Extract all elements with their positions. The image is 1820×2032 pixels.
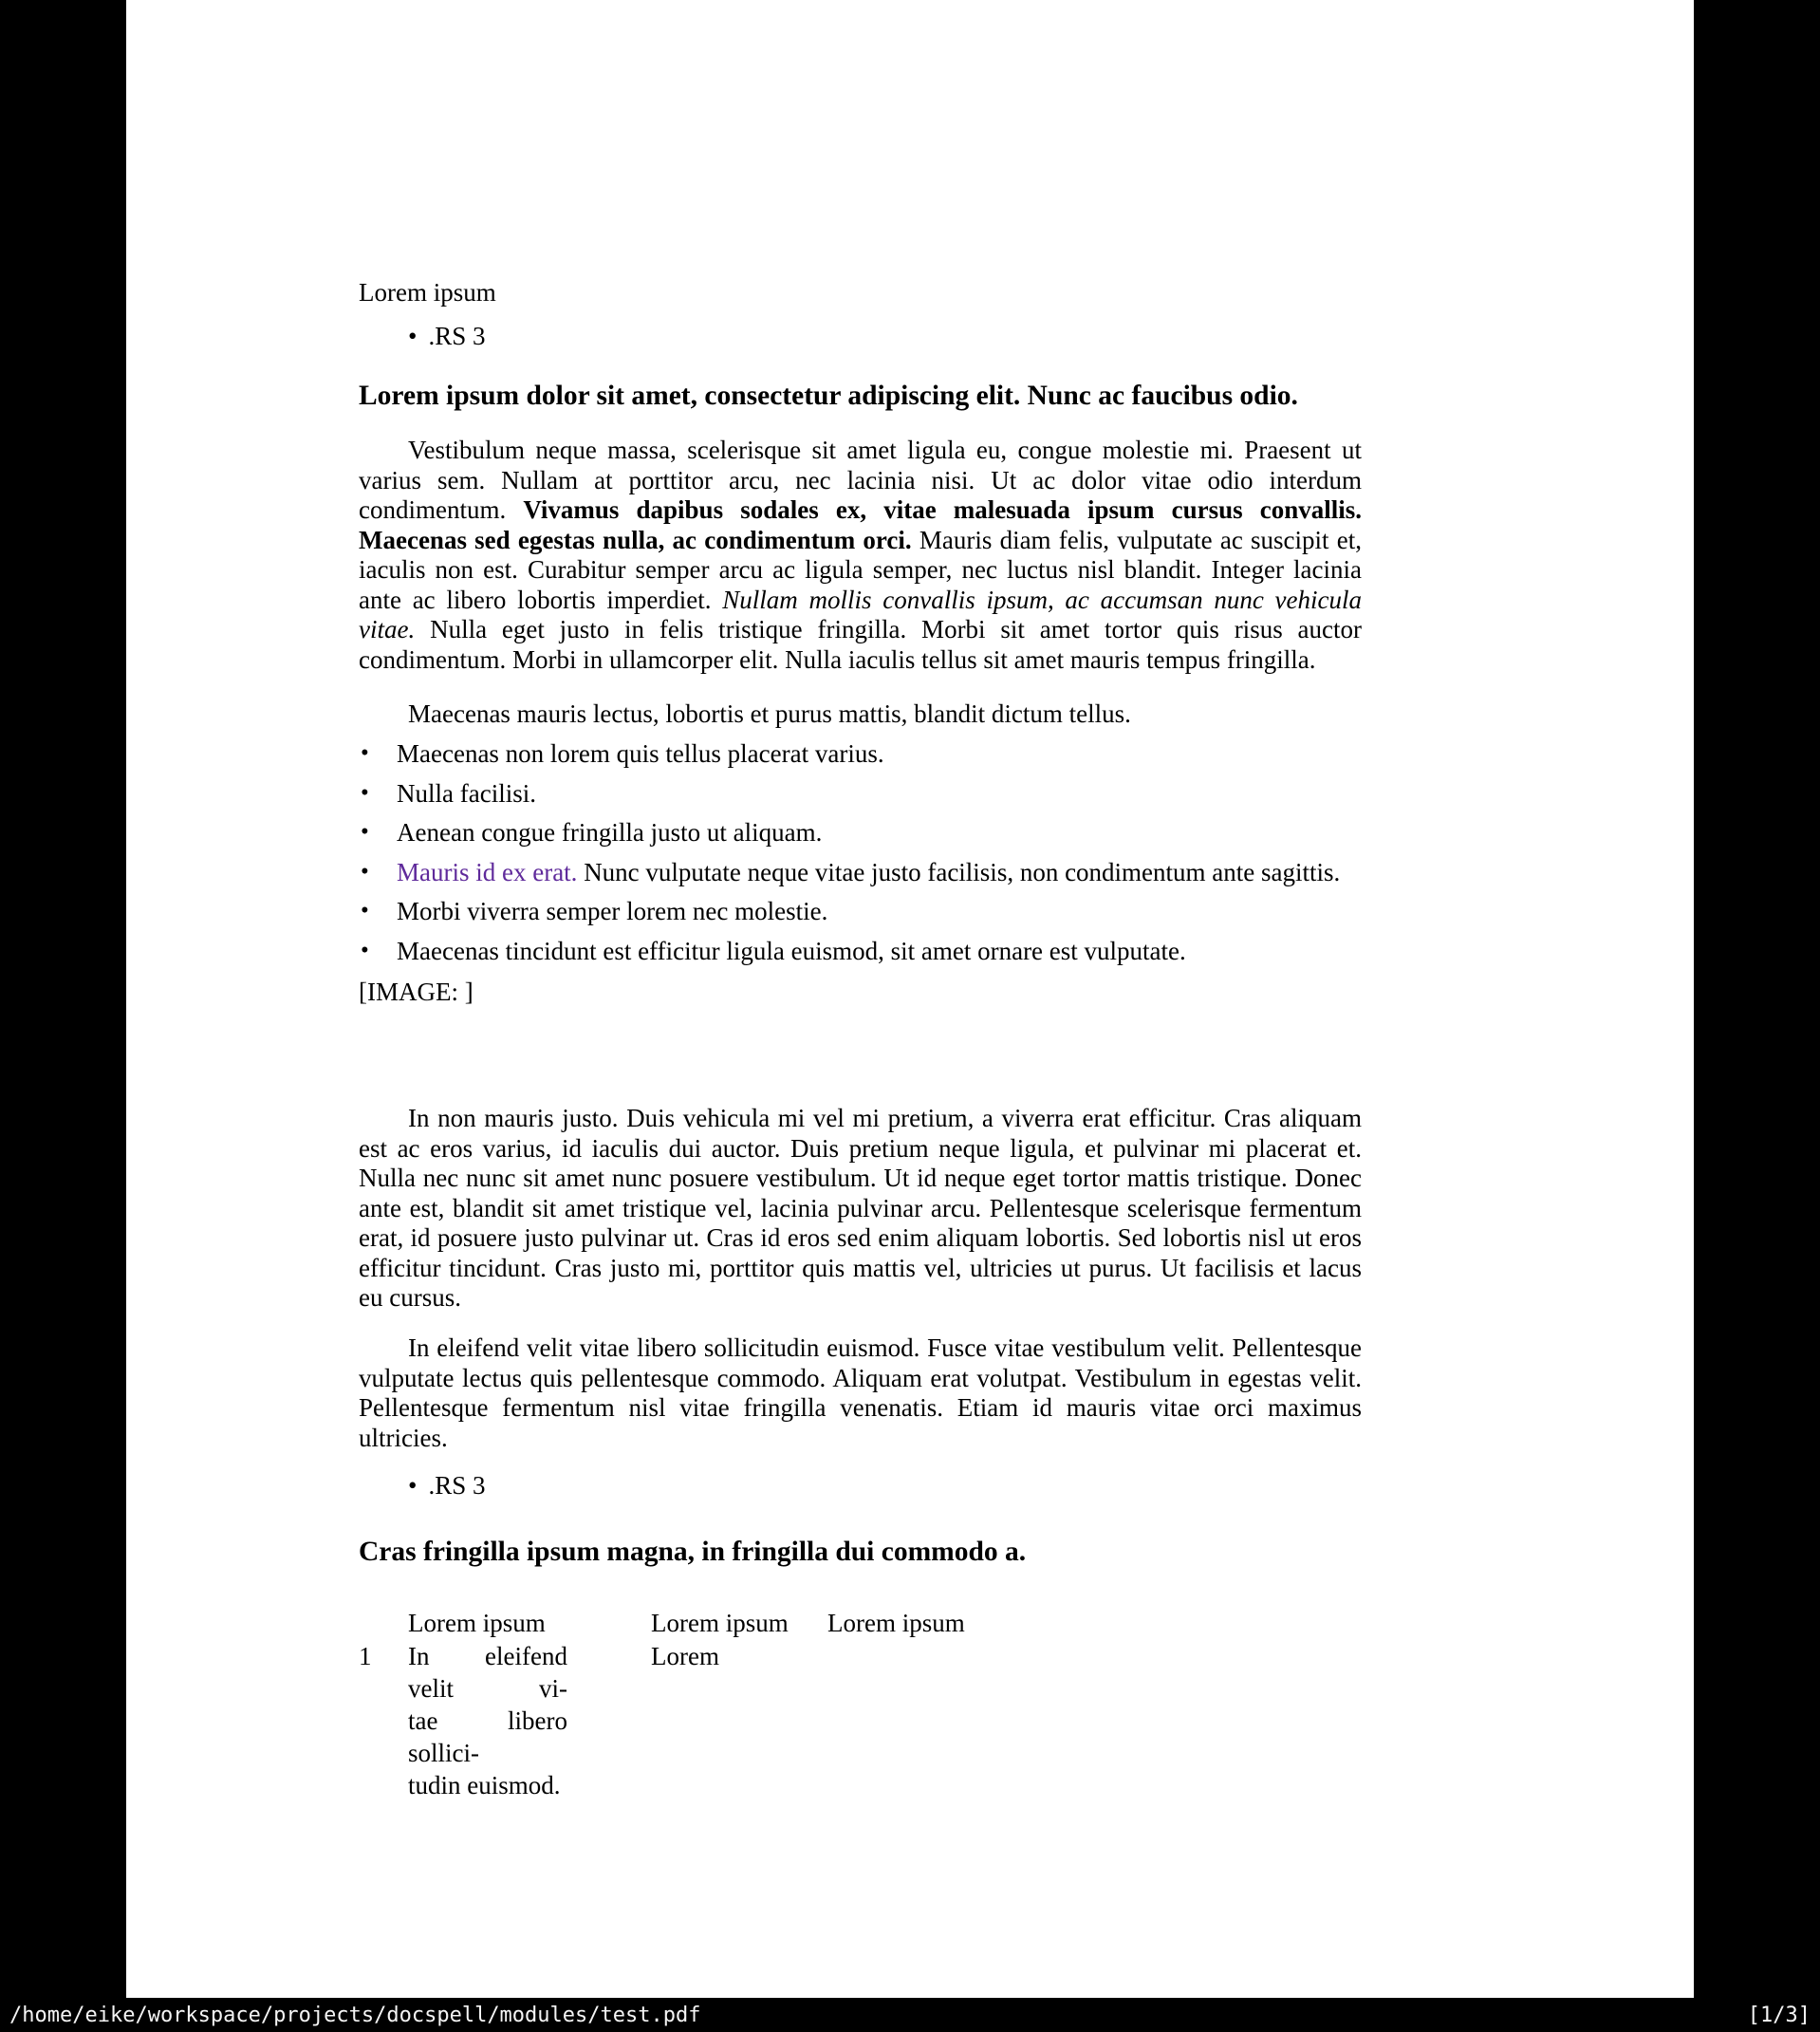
table-header-cell: Lorem ipsum (408, 1609, 546, 1637)
statusbar-page-indicator: [1/3] (1747, 2003, 1811, 2027)
intro-line-text: Lorem ipsum (359, 278, 496, 307)
paragraph-1 (359, 436, 1362, 675)
pdf-page[interactable] (126, 0, 1694, 1998)
rs-directive-item-2 (359, 1471, 1411, 1501)
list-item-text: Morbi viverra semper lorem nec molestie. (397, 897, 828, 925)
document-hyperlink[interactable]: Mauris id ex erat. (397, 857, 578, 886)
list-item-text: Maecenas non lorem quis tellus placerat varius. (397, 739, 884, 768)
bullet-icon: • (361, 858, 369, 885)
bullet-icon: • (361, 740, 369, 766)
table-cell: Lorem (651, 1642, 719, 1670)
list-item-text: Maecenas tincidunt est efficitur ligula euismod, sit amet ornare est vulputate. (397, 936, 1186, 965)
section-heading-1: Lorem ipsum dolor sit amet, consectetur adipiscing elit. Nunc ac faucibus odio. (359, 381, 1298, 411)
bullet-list (359, 739, 1362, 976)
text-run-bold: Vivamus dapibus sodales ex, vitae malesuada ipsum cursus convallis. Maecenas sed egestas nulla, ac condimentum orci. (359, 495, 1362, 554)
text-run: Mauris diam felis, vulputate ac suscipit et, iaculis non est. Curabitur semper arcu ac ligula semper, nec luctus nisl blandit. Integer lacinia ante ac libero lobortis imperdiet. (359, 525, 1362, 614)
rs-directive-text: .RS 3 (428, 322, 486, 350)
table-cell-line: tudin euismod. (408, 1771, 561, 1799)
lead-line: Maecenas mauris lectus, lobortis et purus mattis, blandit dictum tellus. (408, 699, 1131, 728)
text-run: Nulla eget justo in felis tristique fringilla. Morbi sit amet tortor quis risus auctor condimentum. Morbi in ullamcorper elit. Nulla iaculis tellus sit amet mauris tempus fringilla. (359, 615, 1362, 674)
table-header-cell: Lorem ipsum (827, 1609, 965, 1637)
image-placeholder: [IMAGE: ] (359, 978, 474, 1006)
statusbar (0, 1998, 1820, 2032)
table-row-number: 1 (359, 1642, 372, 1670)
table-header-cell: Lorem ipsum (651, 1609, 789, 1637)
list-item (359, 779, 1362, 810)
bullet-icon: • (408, 1471, 418, 1500)
bullet-icon: • (361, 898, 369, 923)
paragraph-2: In non mauris justo. Duis vehicula mi vel mi pretium, a viverra erat efficitur. Cras aliquam est ac eros varius, id iaculis dui auctor. Duis pretium neque ligula, et pulvinar mi placerat et. Nulla nec nunc sit amet nunc posuere vestibulum. Ut id neque eget tortor mattis tristique. Donec ante est, blandit sit amet tristique vel, lacinia pulvinar arcu. Pellentesque scelerisque fermentum erat, id posuere justo pulvinar ut. Cras id eros sed enim aliquam lobortis. Sed lobortis nisl ut eros efficitur tincidunt. Cras justo mi, porttitor quis mattis vel, ultricies ut purus. Ut facilisis et lacus eu cursus. (359, 1104, 1362, 1312)
bullet-icon: • (361, 779, 369, 806)
table-cell-line: In eleifend velit vi- (408, 1642, 567, 1703)
bullet-icon: • (408, 322, 418, 350)
list-item (359, 818, 1362, 848)
section-heading-2: Cras fringilla ipsum magna, in fringilla dui commodo a. (359, 1537, 1027, 1567)
list-item-text: Aenean congue fringilla justo ut aliquam. (397, 818, 823, 847)
text-run-italic: Nullam mollis convallis ipsum, ac accumsan nunc vehicula vitae. (359, 585, 1362, 643)
table-cell-line: tae libero sollici- (408, 1706, 567, 1767)
intro-line (359, 278, 1362, 308)
list-item-text: Nulla facilisi. (397, 778, 536, 808)
list-item-text: Nunc vulputate neque vitae justo facilisis, non condimentum ante sagittis. (577, 857, 1341, 886)
paragraph-3: In eleifend velit vitae libero sollicitudin euismod. Fusce vitae vestibulum velit. Pellentesque vulputate lectus quis pellentesque commodo. Aliquam erat volutpat. Vestibulum in egestas velit. Pellentesque fermentum nisl vitae fringilla venenatis. Etiam id mauris vitae orci maximus ultricies. (359, 1333, 1362, 1452)
table-cell (408, 1640, 567, 1801)
list-item (359, 858, 1362, 888)
list-item (359, 937, 1362, 967)
list-item (359, 897, 1362, 927)
text-run: Vestibulum neque massa, scelerisque sit amet ligula eu, congue molestie mi. Praesent ut varius sem. Nullam at porttitor arcu, nec lacinia nisi. Ut ac dolor vitae odio interdum condimentum. (359, 436, 1362, 524)
statusbar-file-path: /home/eike/workspace/projects/docspell/modules/test.pdf (9, 2003, 701, 2027)
list-item (359, 739, 1362, 770)
bullet-icon: • (361, 937, 369, 963)
rs-directive-item-1 (359, 322, 1411, 352)
bullet-icon: • (361, 819, 369, 845)
rs-directive-text: .RS 3 (428, 1471, 486, 1500)
